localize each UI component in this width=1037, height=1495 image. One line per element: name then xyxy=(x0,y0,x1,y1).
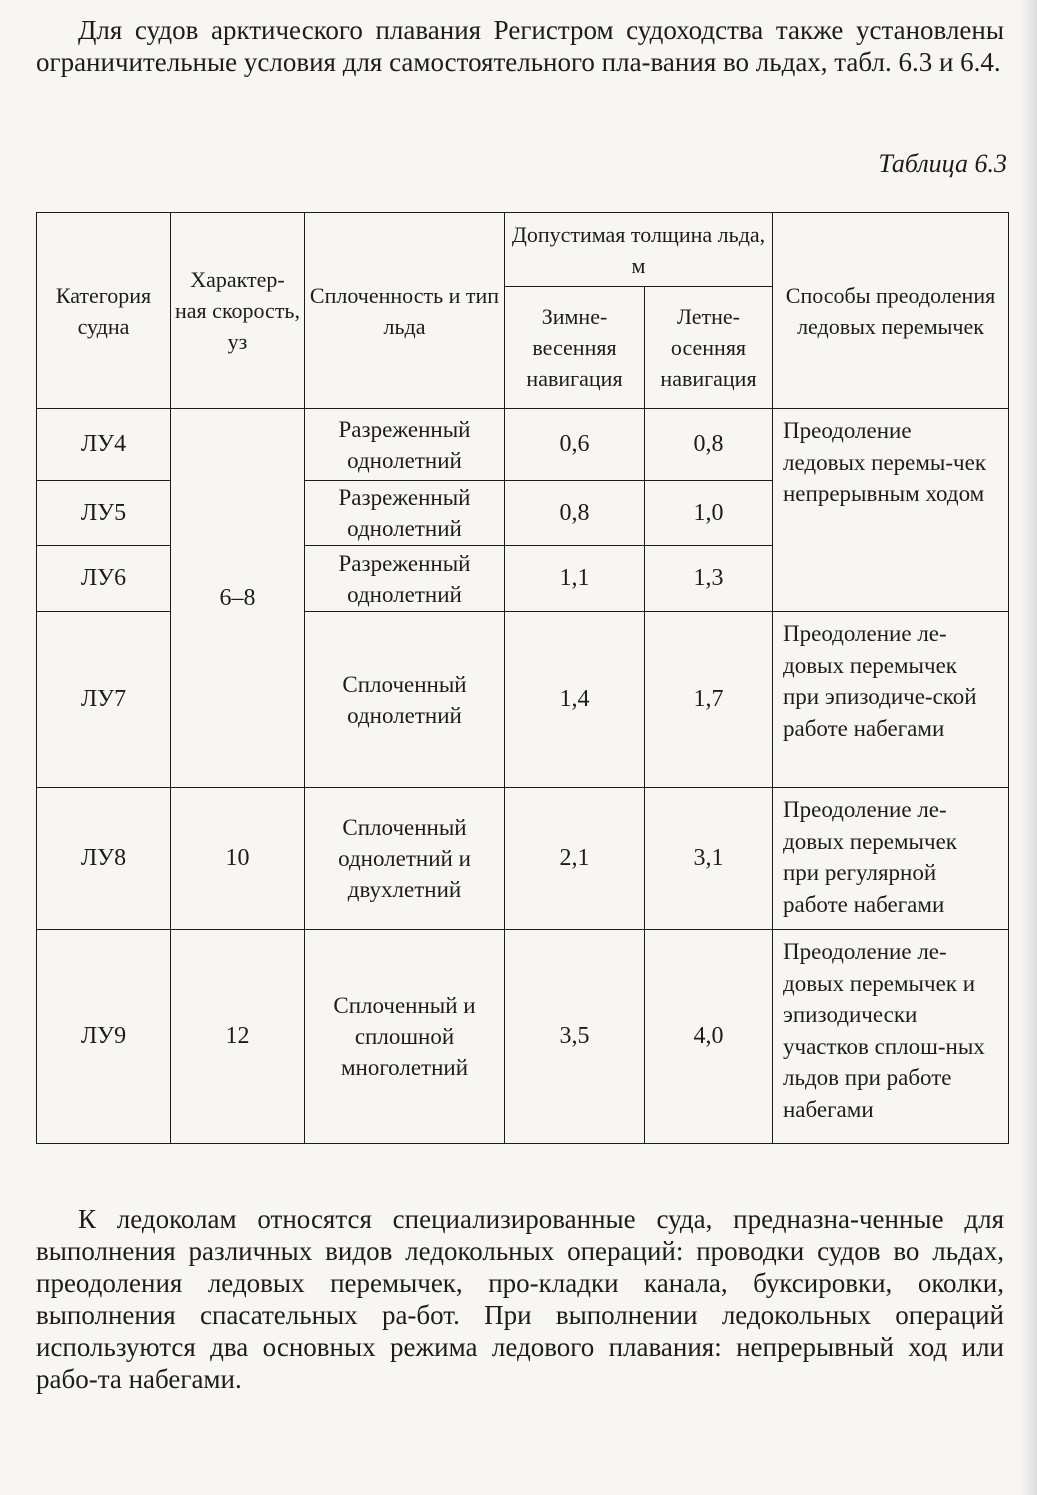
summer-thickness-cell: 1,3 xyxy=(645,546,773,612)
outro-paragraph xyxy=(36,1203,1004,1395)
intro-paragraph xyxy=(36,14,1004,78)
winter-thickness-cell: 2,1 xyxy=(505,788,645,930)
winter-thickness-cell: 0,6 xyxy=(505,409,645,481)
intro-text: Для судов арктического плавания Регистром судоходства также установлены ограничительные условия для самостоятельного пла-вания во льдах, табл. 6.3 и 6.4. xyxy=(36,15,1004,77)
summer-thickness-cell: 4,0 xyxy=(645,930,773,1144)
header-summer: Летне-осенняя навигация xyxy=(645,287,773,409)
ice-class-table xyxy=(36,212,1009,1144)
summer-thickness-cell: 3,1 xyxy=(645,788,773,930)
header-speed: Характер-ная скорость, уз xyxy=(171,213,305,409)
winter-thickness-cell: 0,8 xyxy=(505,481,645,546)
speed-cell: 10 xyxy=(171,788,305,930)
table-row xyxy=(37,930,1009,1144)
category-cell: ЛУ8 xyxy=(37,788,171,930)
ice-type-cell: Разреженный однолетний xyxy=(305,481,505,546)
table-row xyxy=(37,409,1009,481)
ice-type-cell: Разреженный однолетний xyxy=(305,409,505,481)
page-edge-shadow xyxy=(1021,0,1037,1495)
ice-type-cell: Сплоченный однолетний и двухлетний xyxy=(305,788,505,930)
speed-cell: 6–8 xyxy=(171,409,305,788)
header-method: Способы преодоления ледовых перемычек xyxy=(773,213,1009,409)
method-cell: Преодоление ле-довых перемычек при регулярной работе набегами xyxy=(773,788,1009,930)
winter-thickness-cell: 1,1 xyxy=(505,546,645,612)
header-ice-type: Сплоченность и тип льда xyxy=(305,213,505,409)
header-thickness-group: Допустимая толщина льда, м xyxy=(505,213,773,287)
ice-type-cell: Сплоченный и сплошной многолетний xyxy=(305,930,505,1144)
table-caption: Таблица 6.3 xyxy=(878,149,1007,178)
summer-thickness-cell: 1,0 xyxy=(645,481,773,546)
category-cell: ЛУ4 xyxy=(37,409,171,481)
category-cell: ЛУ5 xyxy=(37,481,171,546)
method-cell: Преодоление ле-довых перемычек и эпизодически участков сплош-ных льдов при работе набегами xyxy=(773,930,1009,1144)
method-cell: Преодоление ле-довых перемычек при эпизодиче-ской работе набегами xyxy=(773,612,1009,788)
ice-type-cell: Сплоченный однолетний xyxy=(305,612,505,788)
summer-thickness-cell: 1,7 xyxy=(645,612,773,788)
method-cell: Преодоление ледовых перемы-чек непрерывным ходом xyxy=(773,409,1009,612)
speed-cell: 12 xyxy=(171,930,305,1144)
winter-thickness-cell: 1,4 xyxy=(505,612,645,788)
winter-thickness-cell: 3,5 xyxy=(505,930,645,1144)
category-cell: ЛУ9 xyxy=(37,930,171,1144)
summer-thickness-cell: 0,8 xyxy=(645,409,773,481)
header-category: Категория судна xyxy=(37,213,171,409)
table-row xyxy=(37,788,1009,930)
category-cell: ЛУ6 xyxy=(37,546,171,612)
ice-type-cell: Разреженный однолетний xyxy=(305,546,505,612)
outro-text: К ледоколам относятся специализированные суда, предназна-ченные для выполнения различных видов ледокольных операций: проводки судов во льдах, преодоления ледовых перемычек, про-кладки канала, буксировки, околки, выполнения спасательных ра-бот. При выполнении ледокольных операций используются два основных режима ледового плавания: непрерывный ход или рабо-та набегами. xyxy=(36,1204,1004,1394)
category-cell: ЛУ7 xyxy=(37,612,171,788)
header-winter: Зимне-весенняя навигация xyxy=(505,287,645,409)
